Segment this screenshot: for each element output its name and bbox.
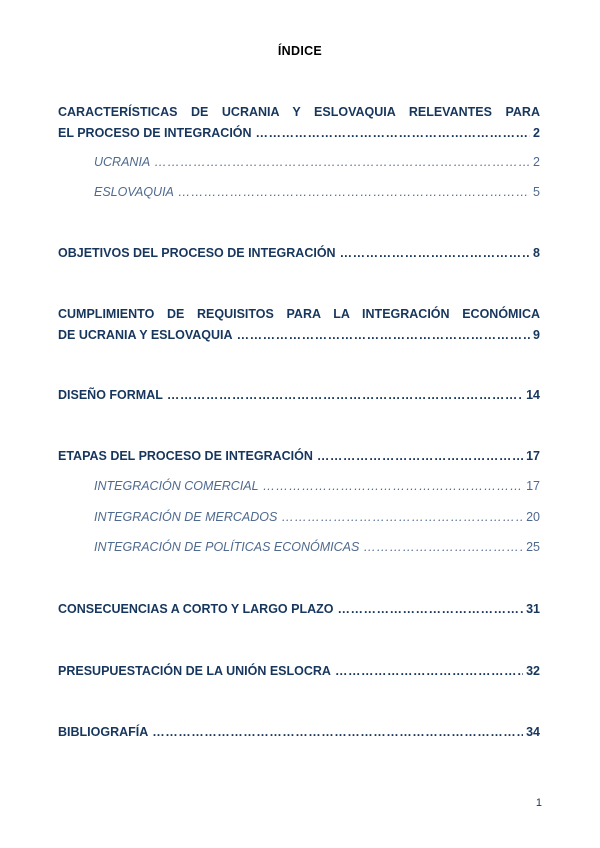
toc-entry-presupuestacion[interactable] [58, 661, 540, 682]
dot-leader [167, 385, 523, 406]
toc-subentry-ucrania[interactable] [94, 152, 540, 173]
toc-subentry-integracion-mercados[interactable] [94, 507, 540, 528]
toc-entry-title: OBJETIVOS DEL PROCESO DE INTEGRACIÓN [58, 246, 336, 260]
toc-page-number: 8 [533, 246, 540, 260]
toc-entry-title: UCRANIA [94, 155, 151, 169]
toc-page-number: 14 [526, 388, 540, 402]
dot-leader [178, 182, 530, 203]
toc-entry-title-line1: CUMPLIMIENTO DE REQUISITOS PARA LA INTEGRACIÓN ECONÓMICA [58, 307, 540, 321]
toc-entry-title: DISEÑO FORMAL [58, 388, 163, 402]
page-title: ÍNDICE [277, 44, 323, 58]
toc-page-number: 32 [526, 664, 540, 678]
toc-page-number: 17 [526, 449, 540, 463]
dot-leader [281, 507, 523, 528]
toc-entry-caracteristicas[interactable] [58, 102, 540, 144]
dot-leader [263, 476, 523, 497]
toc-page-number: 2 [533, 126, 540, 140]
toc-entry-title: CONSECUENCIAS A CORTO Y LARGO PLAZO [58, 602, 334, 616]
toc-entry-cumplimiento[interactable] [58, 304, 540, 346]
footer-page-number: 1 [535, 797, 542, 809]
dot-leader [335, 661, 523, 682]
dot-leader [340, 243, 530, 264]
toc-entry-title-line1: CARACTERÍSTICAS DE UCRANIA Y ESLOVAQUIA RELEVANTES PARA [58, 105, 540, 119]
toc-page-number: 2 [533, 155, 540, 169]
toc-entry-title: INTEGRACIÓN DE POLÍTICAS ECONÓMICAS [94, 540, 360, 554]
toc-page-number: 20 [526, 510, 540, 524]
toc-entry-title: ESLOVAQUIA [94, 185, 174, 199]
toc-subentry-integracion-comercial[interactable] [94, 476, 540, 497]
toc-page-number: 5 [533, 185, 540, 199]
toc-page-number: 25 [526, 540, 540, 554]
toc-page-number: 17 [526, 479, 540, 493]
toc-entry-diseno-formal[interactable] [58, 385, 540, 406]
dot-leader [152, 722, 523, 743]
toc-entry-title: BIBLIOGRAFÍA [58, 725, 149, 739]
toc-entry-title: EL PROCESO DE INTEGRACIÓN [58, 126, 252, 140]
toc-entry-title: DE UCRANIA Y ESLOVAQUIA [58, 328, 233, 342]
toc-subentry-integracion-politicas[interactable] [94, 537, 540, 558]
toc-entry-title: INTEGRACIÓN DE MERCADOS [94, 510, 278, 524]
toc-subentry-eslovaquia[interactable] [94, 182, 540, 203]
dot-leader [338, 599, 524, 620]
dot-leader [363, 537, 523, 558]
toc-entry-bibliografia[interactable] [58, 722, 540, 743]
dot-leader [154, 152, 530, 173]
toc-entry-etapas[interactable] [58, 446, 540, 467]
dot-leader [317, 446, 523, 467]
toc-entry-title: PRESUPUESTACIÓN DE LA UNIÓN ESLOCRA [58, 664, 331, 678]
toc-entry-objetivos[interactable] [58, 243, 540, 264]
toc-page-number: 34 [526, 725, 540, 739]
dot-leader [237, 325, 530, 346]
toc-entry-title: ETAPAS DEL PROCESO DE INTEGRACIÓN [58, 449, 313, 463]
toc-page-number: 31 [526, 602, 540, 616]
toc-entry-consecuencias[interactable] [58, 599, 540, 620]
toc-page-number: 9 [533, 328, 540, 342]
toc-entry-title: INTEGRACIÓN COMERCIAL [94, 479, 259, 493]
dot-leader [256, 123, 531, 144]
